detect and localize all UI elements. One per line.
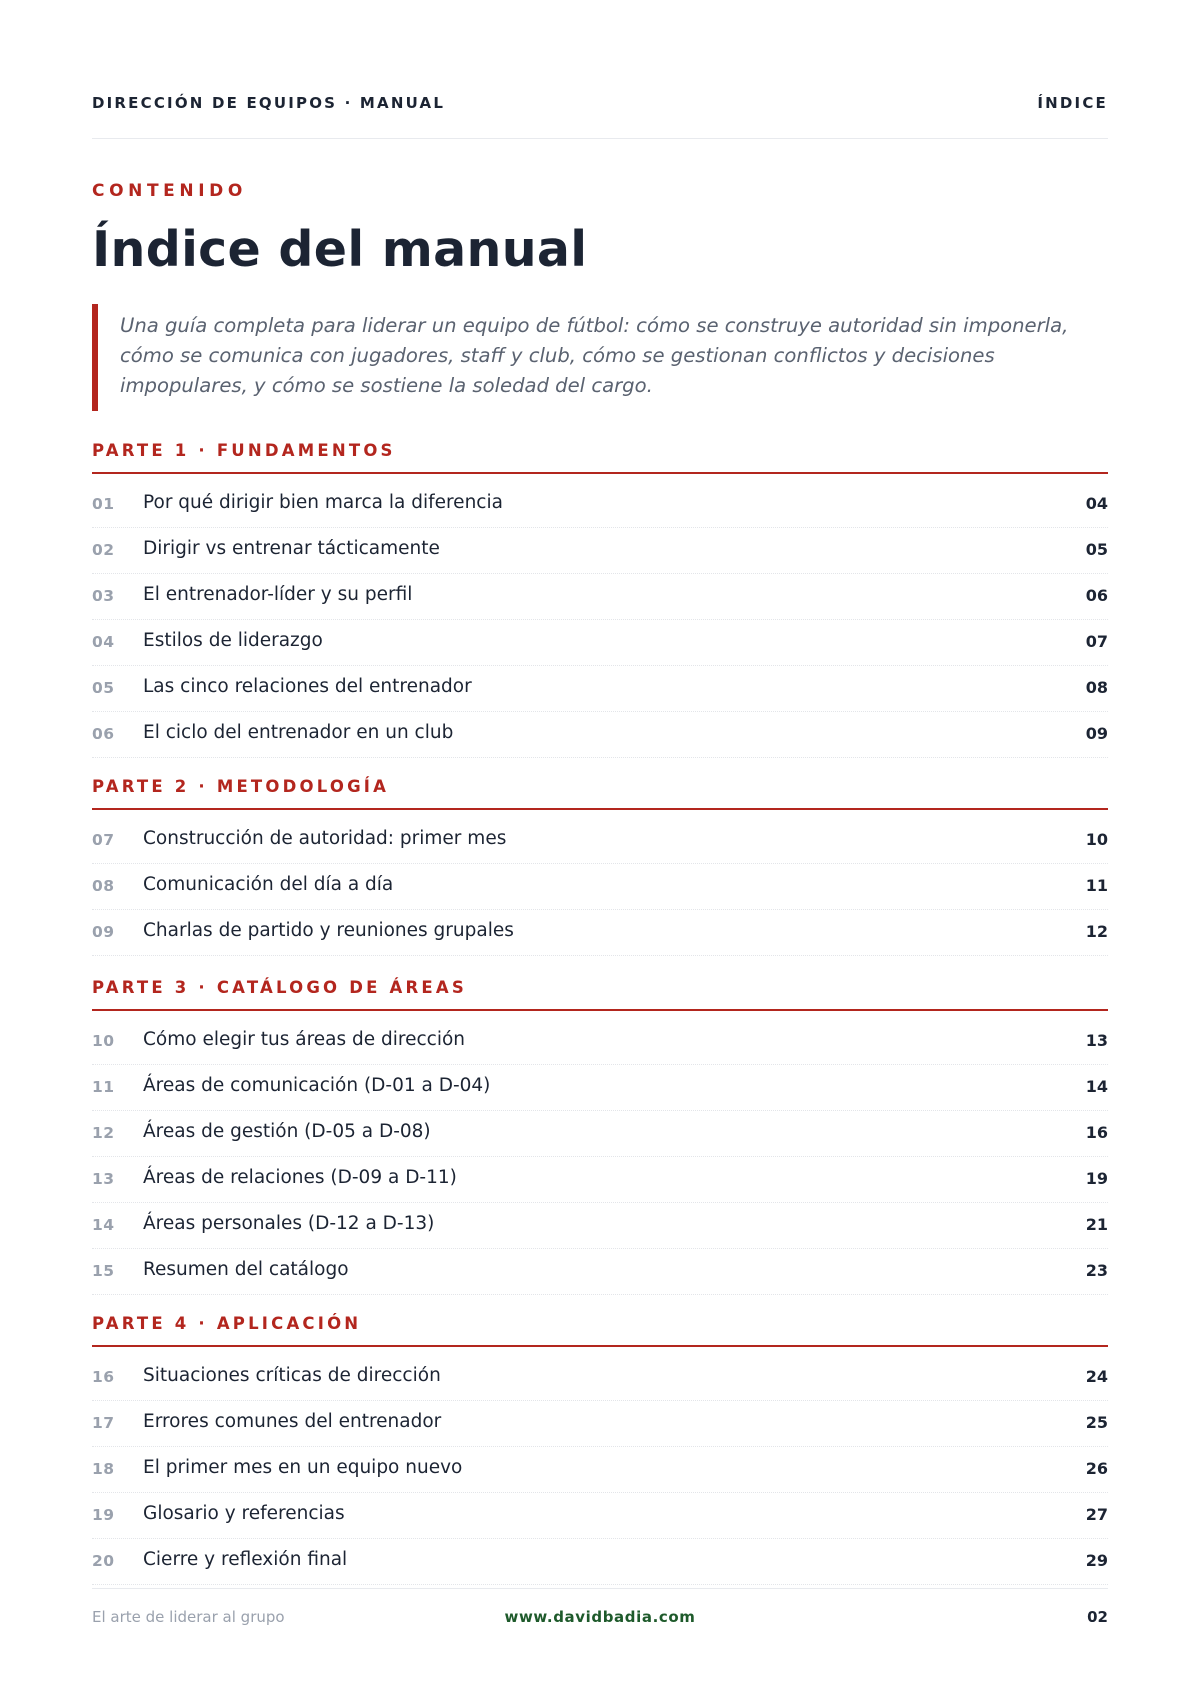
entry-title: Las cinco relaciones del entrenador <box>143 676 472 697</box>
part-heading-label: PARTE 4 · APLICACIÓN <box>92 1314 362 1333</box>
entry-page: 23 <box>1085 1261 1108 1280</box>
entry-title: Áreas de relaciones (D-09 a D-11) <box>143 1167 457 1188</box>
entry-page: 24 <box>1085 1367 1108 1386</box>
entry-number: 02 <box>92 541 115 559</box>
toc-page <box>92 0 1108 1683</box>
footer-website-link[interactable]: www.davidbadia.com <box>504 1608 696 1626</box>
entry-number: 16 <box>92 1368 115 1386</box>
entry-page: 26 <box>1085 1459 1108 1478</box>
entry-number: 06 <box>92 725 115 743</box>
entry-number: 18 <box>92 1460 115 1478</box>
part-3-section <box>92 974 1108 1295</box>
toc-entry[interactable] <box>92 1019 1108 1065</box>
toc-entry[interactable] <box>92 1203 1108 1249</box>
entry-title: El primer mes en un equipo nuevo <box>143 1457 463 1478</box>
entry-title: Cómo elegir tus áreas de dirección <box>143 1029 465 1050</box>
entry-title: Charlas de partido y reuniones grupales <box>143 920 514 941</box>
part-heading <box>92 1310 1108 1347</box>
entry-page: 19 <box>1085 1169 1108 1188</box>
toc-entry[interactable] <box>92 712 1108 758</box>
toc-entry[interactable] <box>92 1249 1108 1295</box>
part-4-section <box>92 1310 1108 1585</box>
entry-number: 19 <box>92 1506 115 1524</box>
entry-page: 04 <box>1085 494 1108 513</box>
part-heading <box>92 437 1108 474</box>
page-number: 02 <box>1087 1608 1108 1626</box>
entry-page: 11 <box>1085 876 1108 895</box>
toc-entry[interactable] <box>92 910 1108 956</box>
page-title: Índice del manual <box>92 221 588 278</box>
toc-entry[interactable] <box>92 528 1108 574</box>
entry-title: Comunicación del día a día <box>143 874 394 895</box>
part-2-section <box>92 773 1108 956</box>
toc-entry[interactable] <box>92 1493 1108 1539</box>
entry-number: 15 <box>92 1262 115 1280</box>
toc-entry[interactable] <box>92 864 1108 910</box>
entry-title: Áreas de comunicación (D-01 a D-04) <box>143 1075 491 1096</box>
section-label: ÍNDICE <box>1037 94 1108 112</box>
entry-page: 13 <box>1085 1031 1108 1050</box>
entry-number: 07 <box>92 831 115 849</box>
eyebrow-label: CONTENIDO <box>92 181 247 201</box>
entry-title: Áreas personales (D-12 a D-13) <box>143 1213 435 1234</box>
toc-entry[interactable] <box>92 1447 1108 1493</box>
intro-text: Una guía completa para liderar un equipo de fútbol: cómo se construye autoridad sin imponerla, cómo se comunica con jugadores, staff y club, cómo se gestionan conflictos y decisiones impopulares, y cómo se sostiene la soledad del cargo. <box>120 314 1069 397</box>
part-heading-label: PARTE 1 · FUNDAMENTOS <box>92 441 396 460</box>
toc-entry[interactable] <box>92 1401 1108 1447</box>
toc-entry[interactable] <box>92 1157 1108 1203</box>
entry-page: 05 <box>1085 540 1108 559</box>
entry-page: 27 <box>1085 1505 1108 1524</box>
toc-entry[interactable] <box>92 1065 1108 1111</box>
entry-title: Dirigir vs entrenar tácticamente <box>143 538 440 559</box>
part-heading-label: PARTE 3 · CATÁLOGO DE ÁREAS <box>92 978 467 997</box>
part-heading <box>92 773 1108 810</box>
part-1-section <box>92 437 1108 758</box>
entry-title: Construcción de autoridad: primer mes <box>143 828 507 849</box>
toc-entry[interactable] <box>92 1111 1108 1157</box>
entry-title: Resumen del catálogo <box>143 1259 349 1280</box>
entry-number: 13 <box>92 1170 115 1188</box>
entry-page: 06 <box>1085 586 1108 605</box>
entry-number: 08 <box>92 877 115 895</box>
entry-page: 08 <box>1085 678 1108 697</box>
entry-page: 29 <box>1085 1551 1108 1570</box>
entry-number: 12 <box>92 1124 115 1142</box>
entry-number: 05 <box>92 679 115 697</box>
toc-entry[interactable] <box>92 1539 1108 1585</box>
toc-entry[interactable] <box>92 574 1108 620</box>
entry-title: Cierre y reflexión final <box>143 1549 348 1570</box>
footer-book-title: El arte de liderar al grupo <box>92 1608 285 1626</box>
entry-number: 11 <box>92 1078 115 1096</box>
entry-page: 16 <box>1085 1123 1108 1142</box>
entry-number: 09 <box>92 923 115 941</box>
toc-entry[interactable] <box>92 666 1108 712</box>
entry-page: 12 <box>1085 922 1108 941</box>
entry-title: El entrenador-líder y su perfil <box>143 584 413 605</box>
entry-number: 17 <box>92 1414 115 1432</box>
entry-title: Áreas de gestión (D-05 a D-08) <box>143 1121 431 1142</box>
entry-page: 10 <box>1085 830 1108 849</box>
entry-page: 07 <box>1085 632 1108 651</box>
entry-page: 14 <box>1085 1077 1108 1096</box>
page-header <box>92 92 1108 139</box>
entry-title: Errores comunes del entrenador <box>143 1411 442 1432</box>
intro-quote <box>92 304 1108 411</box>
entry-title: El ciclo del entrenador en un club <box>143 722 454 743</box>
entry-title: Glosario y referencias <box>143 1503 345 1524</box>
toc-entry[interactable] <box>92 482 1108 528</box>
entry-number: 01 <box>92 495 115 513</box>
entry-number: 03 <box>92 587 115 605</box>
entry-number: 10 <box>92 1032 115 1050</box>
part-heading <box>92 974 1108 1011</box>
toc-entry[interactable] <box>92 620 1108 666</box>
entry-number: 04 <box>92 633 115 651</box>
entry-number: 14 <box>92 1216 115 1234</box>
page-footer <box>92 1588 1108 1629</box>
entry-title: Por qué dirigir bien marca la diferencia <box>143 492 503 513</box>
part-heading-label: PARTE 2 · METODOLOGÍA <box>92 777 390 796</box>
toc-entry[interactable] <box>92 818 1108 864</box>
entry-title: Situaciones críticas de dirección <box>143 1365 441 1386</box>
entry-page: 21 <box>1085 1215 1108 1234</box>
entry-page: 25 <box>1085 1413 1108 1432</box>
entry-number: 20 <box>92 1552 115 1570</box>
entry-title: Estilos de liderazgo <box>143 630 323 651</box>
entry-page: 09 <box>1085 724 1108 743</box>
toc-entry[interactable] <box>92 1355 1108 1401</box>
running-title: DIRECCIÓN DE EQUIPOS · MANUAL <box>92 94 446 112</box>
